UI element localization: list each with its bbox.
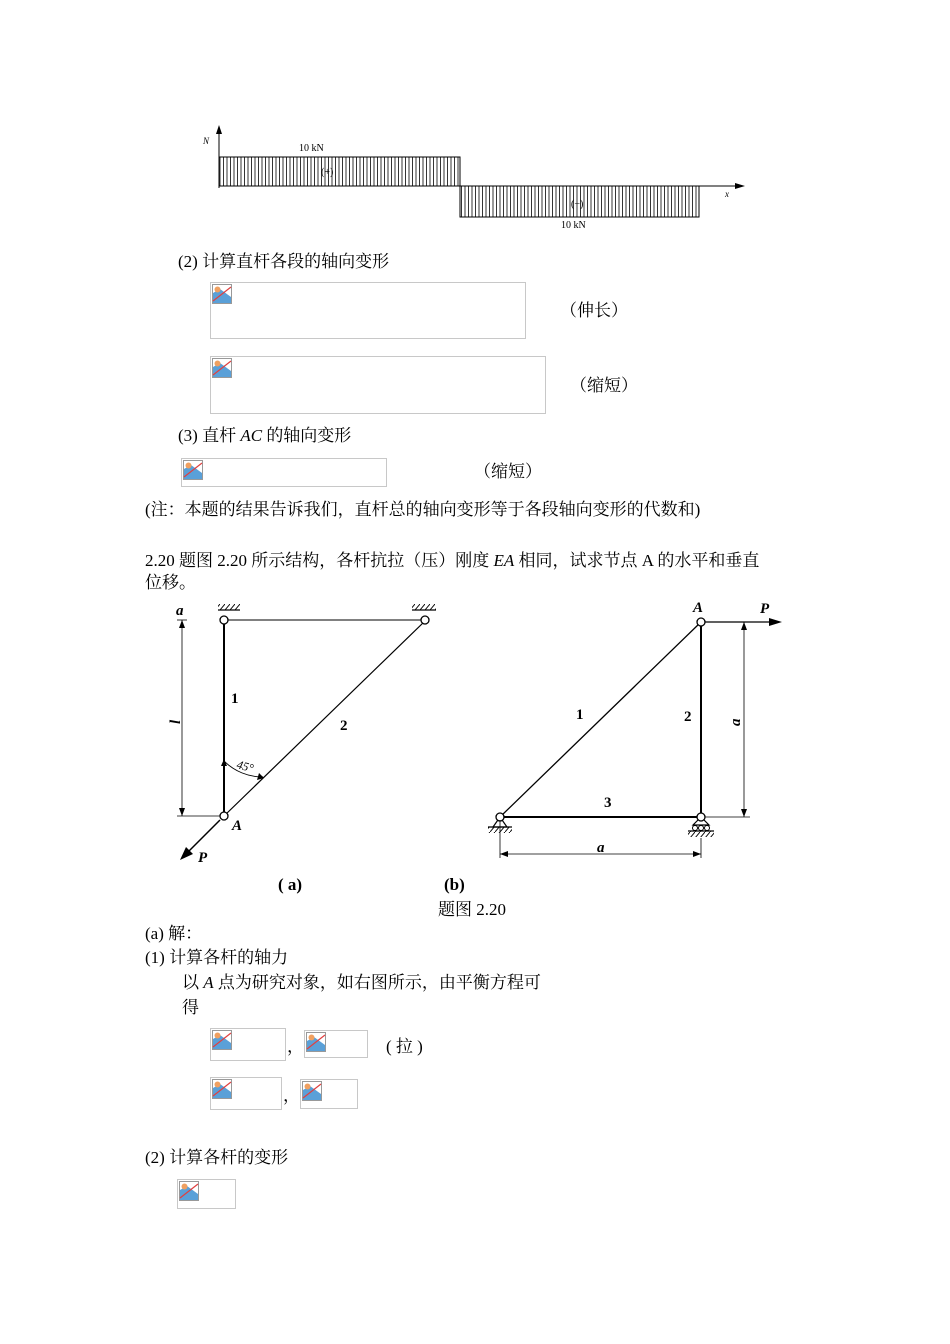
solution-step1: (1) 计算各杆的轴力 xyxy=(145,948,289,967)
comma: ， xyxy=(283,1086,300,1105)
negative-sign: (−) xyxy=(571,199,584,210)
node-a-label: A xyxy=(232,818,243,834)
bar-1 xyxy=(500,622,701,817)
axial-force-diagram xyxy=(195,122,755,232)
step3-label: (3) 直杆 AC 的轴向变形 xyxy=(178,426,352,445)
angle-label: 45° xyxy=(235,757,256,776)
bar-2-label: 2 xyxy=(684,709,692,725)
formula-image-placeholder xyxy=(210,282,526,339)
formula-image-placeholder xyxy=(210,1028,286,1061)
comma: ， xyxy=(287,1037,304,1056)
bar-1-label: 1 xyxy=(231,691,239,707)
broken-image-icon xyxy=(179,1181,199,1201)
formula-image-placeholder xyxy=(210,1077,282,1110)
x-axis-label: x xyxy=(725,189,729,199)
solution-heading: (a) 解： xyxy=(145,924,203,943)
x-axis-arrow-icon xyxy=(735,183,745,189)
top-value: 10 kN xyxy=(299,143,324,154)
support-hatch xyxy=(218,604,240,610)
solution-step1-text-line2: 得 xyxy=(182,998,199,1017)
force-p-label: P xyxy=(198,850,208,866)
node-a-label: A xyxy=(693,600,704,616)
step2-label: (2) 计算直杆各段的轴向变形 xyxy=(178,252,390,271)
figure-a-caption: ( a) xyxy=(278,875,303,894)
formula-image-placeholder xyxy=(177,1179,236,1209)
formula-image-placeholder xyxy=(304,1030,368,1058)
dimension-vertical-label: a xyxy=(728,718,744,726)
bar-2 xyxy=(224,621,425,816)
figure-a xyxy=(160,598,450,870)
solution-step1-text: 以 A 点为研究对象，如右图所示，由平衡方程可 xyxy=(182,973,541,992)
shortening-note: （缩短） xyxy=(570,376,638,395)
pin-joint xyxy=(496,813,504,821)
problem-statement: 2.20 题图 2.20 所示结构，各杆抗拉（压）刚度 EA 相同，试求节点 A 的水平和垂直 xyxy=(145,551,760,570)
force-p-arrow xyxy=(186,820,220,854)
node-a-joint xyxy=(220,812,228,820)
broken-image-icon xyxy=(212,1030,232,1050)
pin-joint xyxy=(697,813,705,821)
n-axis-arrow-icon xyxy=(216,125,222,134)
bar-3-label: 3 xyxy=(604,795,612,811)
positive-sign: (+) xyxy=(321,167,334,178)
label-a-top: a xyxy=(176,603,184,619)
shortening-note-total: （缩短） xyxy=(474,462,542,481)
bottom-value: 10 kN xyxy=(561,220,586,231)
pin-joint xyxy=(421,616,429,624)
broken-image-icon xyxy=(302,1081,322,1101)
support-hatch xyxy=(412,604,436,610)
positive-region xyxy=(219,157,460,186)
force-p-label: P xyxy=(760,601,770,617)
problem-statement-line2: 位移。 xyxy=(145,573,196,592)
figure-caption: 题图 2.20 xyxy=(438,900,506,919)
tension-note: ( 拉 ) xyxy=(386,1037,423,1056)
figure-b-caption: (b) xyxy=(444,875,465,894)
solution-step2: (2) 计算各杆的变形 xyxy=(145,1148,289,1167)
node-a-joint xyxy=(697,618,705,626)
n-axis-label: N xyxy=(203,136,210,146)
bar-1-label: 1 xyxy=(576,707,584,723)
broken-image-icon xyxy=(212,1079,232,1099)
elongation-note: （伸长） xyxy=(560,301,628,320)
formula-image-placeholder xyxy=(300,1079,358,1109)
formula-image-placeholder xyxy=(210,356,546,414)
broken-image-icon xyxy=(212,358,232,378)
force-arrow-icon xyxy=(769,618,782,626)
bar-2-label: 2 xyxy=(340,718,348,734)
broken-image-icon xyxy=(212,284,232,304)
length-label: l xyxy=(168,719,184,724)
remark: (注：本题的结果告诉我们，直杆总的轴向变形等于各段轴向变形的代数和) xyxy=(145,500,701,519)
figure-b xyxy=(480,598,800,862)
broken-image-icon xyxy=(306,1032,326,1052)
dimension-horizontal-label: a xyxy=(597,840,605,856)
pin-joint xyxy=(220,616,228,624)
broken-image-icon xyxy=(183,460,203,480)
formula-image-placeholder xyxy=(181,458,387,487)
